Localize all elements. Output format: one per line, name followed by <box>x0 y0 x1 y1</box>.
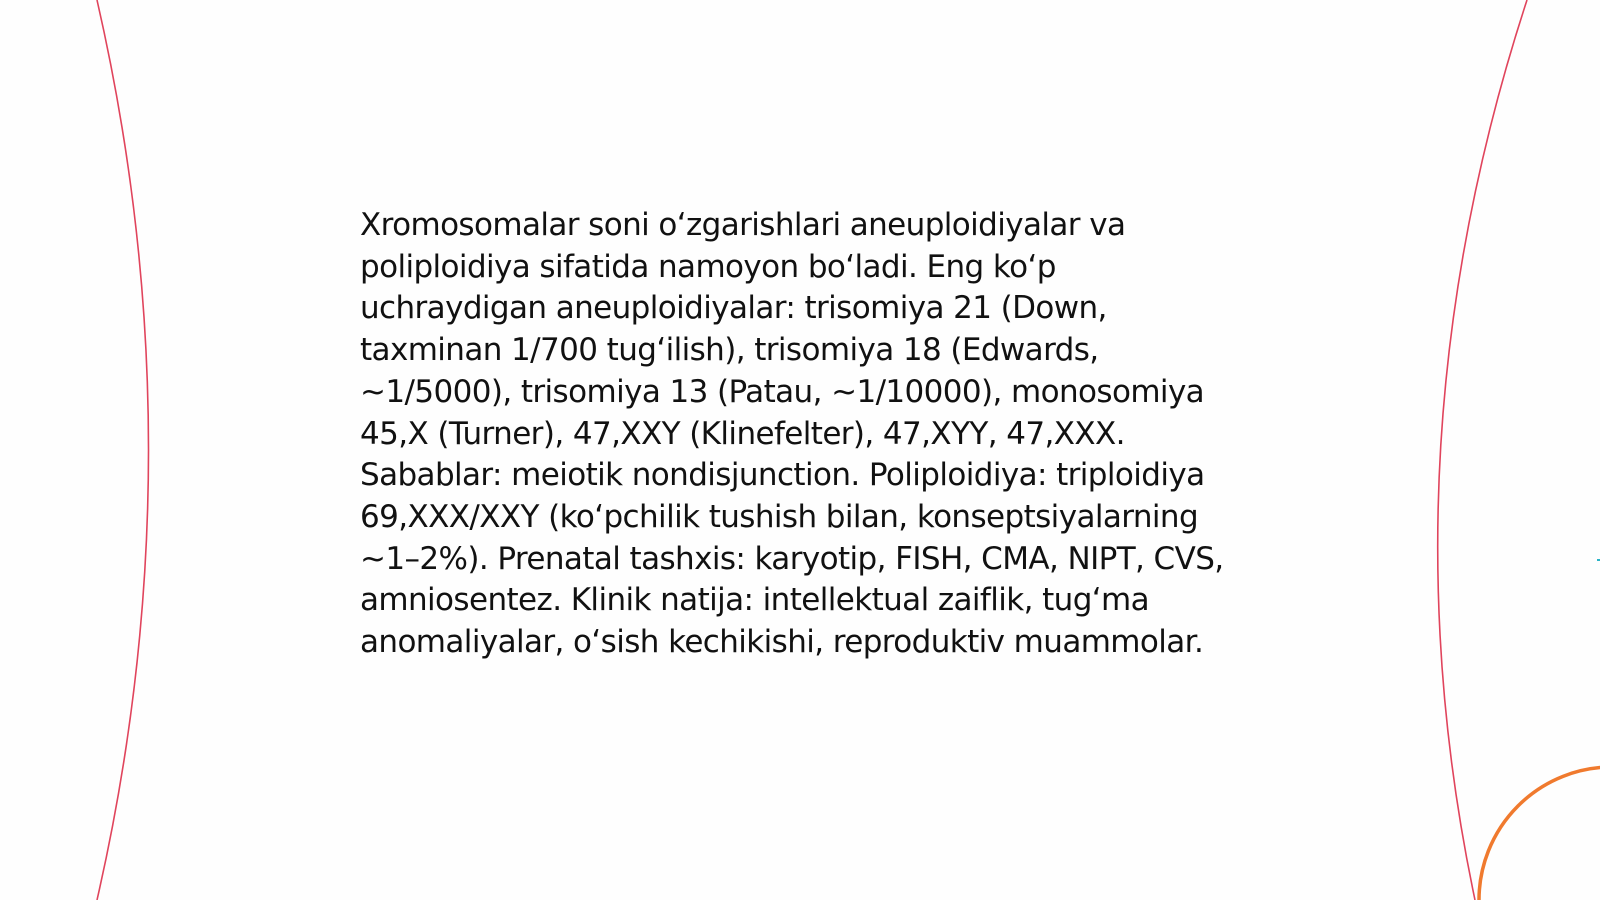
slide-body-text: Xromosomalar soni oʻzgarishlari aneuploidiyalar va poliploidiya sifatida namoyon boʻladi. Eng koʻp uchraydigan aneuploidiyalar: trisomiya 21 (Down, taxminan 1/700 tugʻilish), trisomiya 18 (Edwards, ~1/5000), trisomiya 13 (Patau, ~1/10000), monosomiya 45,X (Turner), 47,XXY (Klinefelter), 47,XYY, 47,XXX. Sabablar: meiotik nondisjunction. Poliploidiya: triploidiya 69,XXX/XXY (koʻpchilik tushish bilan, konseptsiyalarning ~1–2%). Prenatal tashxis: karyotip, FISH, CMA, NIPT, CVS, amniosentez. Klinik natija: intellektual zaiflik, tugʻma anomaliyalar, oʻsish kechikishi, reproduktiv muammolar. <box>360 207 1224 661</box>
orange-circle-outline <box>1479 767 1600 900</box>
left-curved-line <box>97 0 149 900</box>
right-curved-line <box>1438 0 1527 900</box>
